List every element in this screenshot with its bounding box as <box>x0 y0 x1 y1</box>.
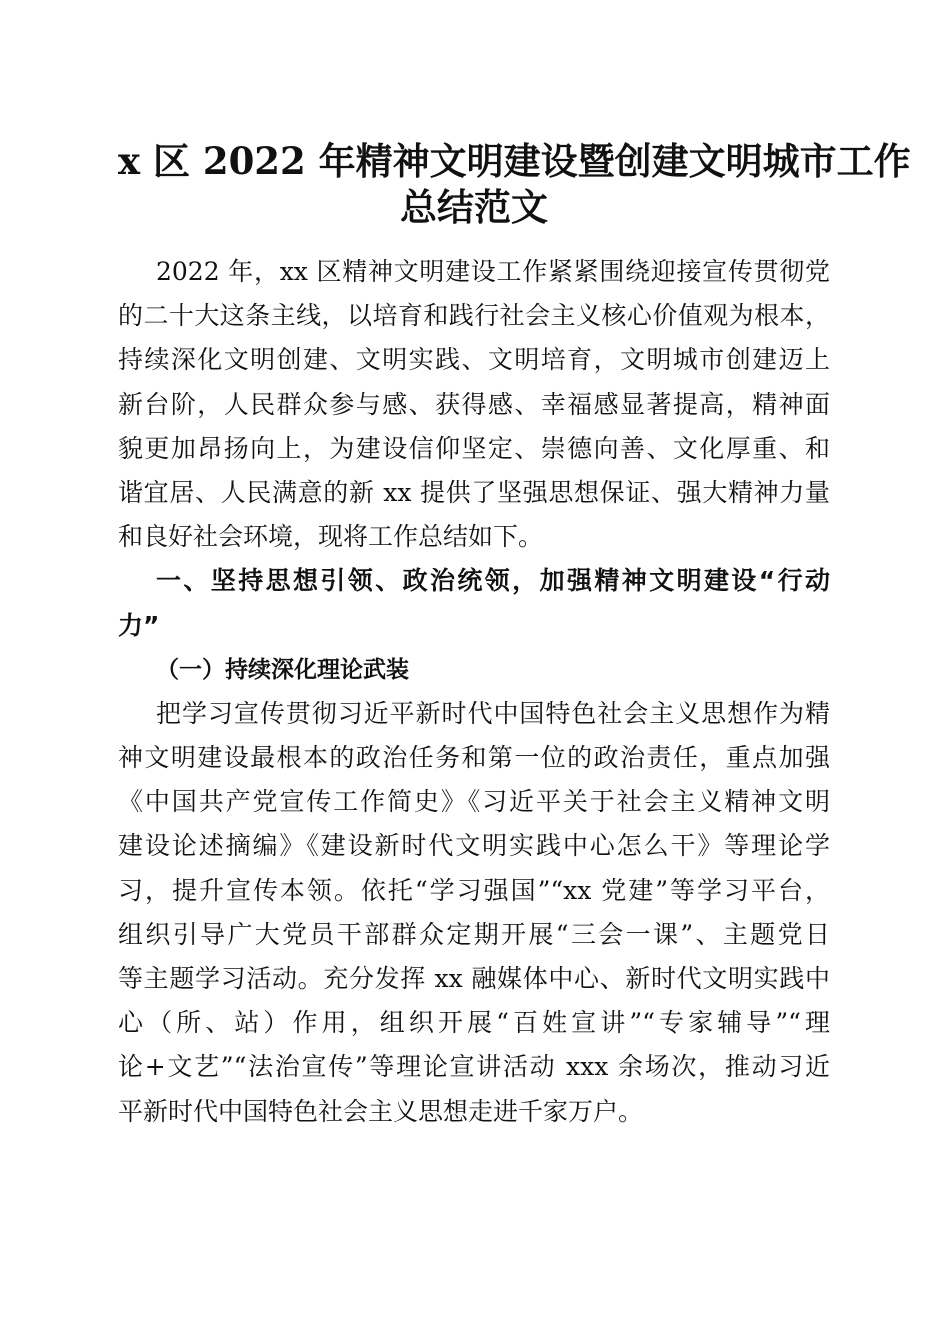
document-body <box>118 250 830 1134</box>
paragraph-line: 《中国共产党宣传工作简史》《习近平关于社会主义精神文明 <box>118 787 830 817</box>
paragraph-line: 组织引导广大党员干部群众定期开展“三会一课”、主题党日 <box>118 919 830 949</box>
paragraph-line: 持续深化文明创建、文明实践、文明培育，文明城市创建迈上 <box>118 345 830 375</box>
title-line: x 区 2022 年精神文明建设暨创建文明城市工作 <box>118 139 911 183</box>
paragraph-line: 把学习宣传贯彻习近平新时代中国特色社会主义思想作为精 <box>156 698 830 728</box>
title-line: 总结范文 <box>400 185 548 229</box>
paragraph-line: 神文明建设最根本的政治任务和第一位的政治责任，重点加强 <box>118 743 830 773</box>
paragraph-line: 新台阶，人民群众参与感、获得感、幸福感显著提高，精神面 <box>118 389 830 419</box>
paragraph-line: 习，提升宣传本领。依托“学习强国”“xx 党建”等学习平台， <box>118 875 830 905</box>
section-1-paragraph <box>118 692 830 1134</box>
paragraph-line: 建设论述摘编》《建设新时代文明实践中心怎么干》等理论学 <box>118 831 830 861</box>
paragraph-line: 2022 年，xx 区精神文明建设工作紧紧围绕迎接宣传贯彻党 <box>156 257 830 286</box>
paragraph-line: 论+文艺”“法治宣传”等理论宣讲活动 xxx 余场次，推动习近 <box>118 1052 830 1082</box>
paragraph-line: 等主题学习活动。充分发挥 xx 融媒体中心、新时代文明实践中 <box>118 964 830 993</box>
paragraph-line: 平新时代中国特色社会主义思想走进千家万户。 <box>118 1096 644 1126</box>
heading-line: 一、坚持思想引领、政治统领，加强精神文明建设“行动 <box>156 566 830 596</box>
paragraph-line: 貌更加昂扬向上，为建设信仰坚定、崇德向善、文化厚重、和 <box>118 433 830 463</box>
intro-paragraph <box>118 250 830 559</box>
document-title <box>118 0 911 230</box>
heading-line: （一）持续深化理论武装 <box>156 655 409 683</box>
heading-line: 力” <box>118 610 160 640</box>
paragraph-line: 心（所、站）作用，组织开展“百姓宣讲”“专家辅导”“理 <box>118 1008 830 1038</box>
paragraph-line: 谐宜居、人民满意的新 xx 提供了坚强思想保证、强大精神力量 <box>118 477 830 507</box>
section-heading-1 <box>118 559 830 647</box>
document-page <box>118 0 911 1126</box>
paragraph-line: 和良好社会环境，现将工作总结如下。 <box>118 522 544 552</box>
paragraph-line: 的二十大这条主线，以培育和践行社会主义核心价值观为根本， <box>118 301 830 331</box>
section-heading-2 <box>118 648 830 692</box>
